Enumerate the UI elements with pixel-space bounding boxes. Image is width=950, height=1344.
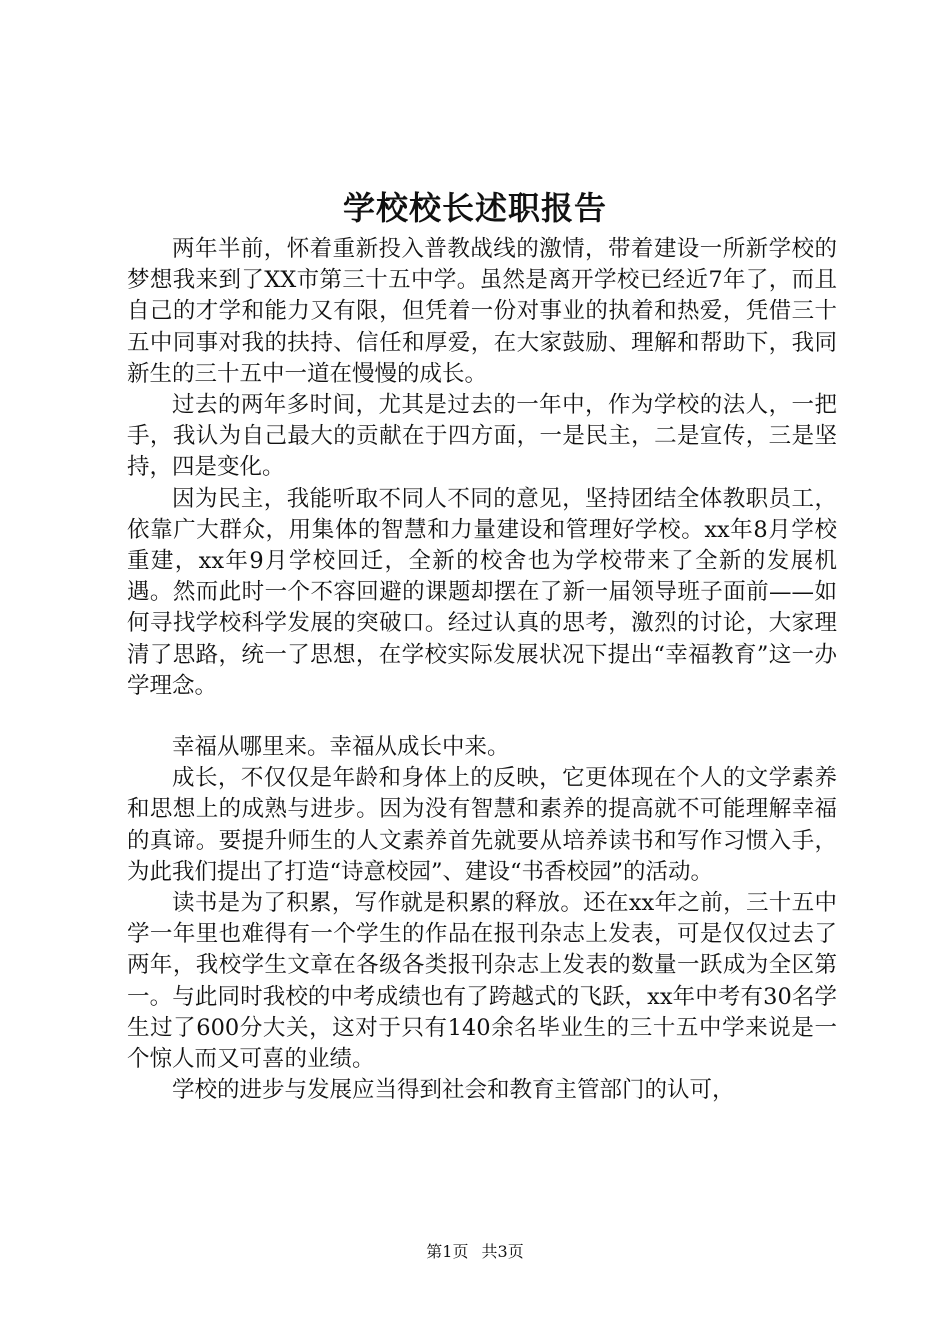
document-body [127, 234, 837, 1106]
paragraph-4: 幸福从哪里来。幸福从成长中来。 [172, 734, 510, 761]
page-total: 共3页 [481, 1242, 524, 1261]
paragraph-6: 读书是为了积累，写作就是积累的释放。还在xx年之前，三十五中学一年里也难得有一个学生的作品在报刊杂志上发表，可是仅仅过去了两年，我校学生文章在各级各类报刊杂志上发表的数量一跃成为全区第一。与此同时我校的中考成绩也有了跨越式的飞跃，xx年中考有30名学生过了600分大关，这对于只有140余名毕业生的三十五中学来说是一个惊人而又可喜的业绩。 [127, 890, 837, 1073]
page-footer [0, 1241, 950, 1263]
paragraph-gap [127, 702, 837, 732]
document-title: 学校校长述职报告 [342, 189, 607, 227]
paragraph-5: 成长，不仅仅是年龄和身体上的反映，它更体现在个人的文学素养和思想上的成熟与进步。因为没有智慧和素养的提高就不可能理解幸福的真谛。要提升师生的人文素养首先就要从培养读书和写作习惯入手，为此我们提出了打造“诗意校园”、建设“书香校园”的活动。 [127, 765, 837, 885]
page-number: 第1页 [426, 1242, 469, 1261]
paragraph-3: 因为民主，我能听取不同人不同的意见，坚持团结全体教职员工，依靠广大群众，用集体的智慧和力量建设和管理好学校。xx年8月学校重建，xx年9月学校回迁，全新的校舍也为学校带来了全新的发展机遇。然而此时一个不容回避的课题却摆在了新一届领导班子面前——如何寻找学校科学发展的突破口。经过认真的思考，激烈的讨论，大家理清了思路，统一了思想，在学校实际发展状况下提出“幸福教育”这一办学理念。 [127, 485, 837, 699]
paragraph-1: 两年半前，怀着重新投入普教战线的激情，带着建设一所新学校的梦想我来到了XX市第三十五中学。虽然是离开学校已经近7年了，而且自己的才学和能力又有限，但凭着一份对事业的执着和热爱，凭借三十五中同事对我的扶持、信任和厚爱，在大家鼓励、理解和帮助下，我同新生的三十五中一道在慢慢的成长。 [127, 236, 837, 387]
paragraph-2: 过去的两年多时间，尤其是过去的一年中，作为学校的法人，一把手，我认为自己最大的贡献在于四方面，一是民主，二是宣传，三是坚持，四是变化。 [127, 392, 837, 481]
paragraph-7: 学校的进步与发展应当得到社会和教育主管部门的认可， [172, 1077, 735, 1104]
